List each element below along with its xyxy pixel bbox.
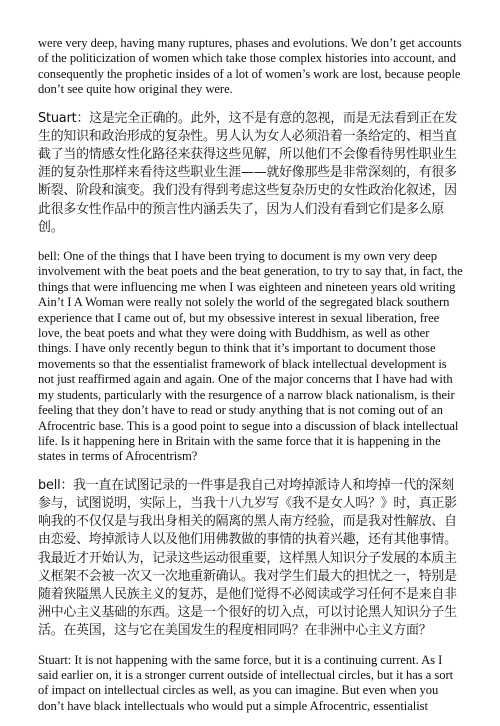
document-page [38,36,464,726]
paragraph-english-3: Stuart: It is not happening with the same force, but it is a continuing current. As I said earlier on, it is a stronger current outside of intellectual circles, but it has a sort of impact on intellectual circles as well, as you can imagine. But even when you don’t have black intellectuals who would put a simple Afrocentric, essentialist [38,652,454,713]
paragraph-chinese-2: bell：我一直在试图记录的一件事是我自己对垮掉派诗人和垮掉一代的深刻参与，试图说明，实际上，当我十八九岁写《我不是女人吗？》时，真正影响我的不仅仅是与我出身相关的隔离的黑人南方经验，而是我对性解放、自由恋爱、垮掉派诗人以及他们用佛教做的事情的执着兴趣，还有其他事情。我最近才开始认为，记录这些运动很重要，这样黑人知识分子发展的本质主义框架不会被一次又一次地重新确认。我对学生们最大的担忧之一，特别是随着狭隘黑人民族主义的复苏，是他们觉得不必阅读或学习任何不是来自非洲中心主义基础的东西。这是一个很好的切入点，可以讨论黑人知识分子生活。在英国，这与它在美国发生的程度相同吗？在非洲中心主义方面？ [38,477,457,639]
paragraph-english-2: bell: One of the things that I have been trying to document is my own very deep involvement with the beat poets and the beat generation, to try to say that, in fact, the things that were influencing me when I was eighteen and nineteen years old writing Ain’t I A Woman were really not solely the world of the segregated black southern experience that I came out of, but my obsessive interest in sexual liberation, free love, the beat poets and what they were doing with Buddhism, as well as other things. I have only recently begun to think that it’s important to document those movements so that the essentialist framework of black intellectual development is not just reaffirmed again and again. One of the major concerns that I have had with my students, particularly with the resurgence of a narrow black nationalism, is their feeling that they don’t have to read or study anything that is not coming out of an Afrocentric base. This is a good point to segue into a discussion of black intellectual life. Is it happening here in Britain with the same force that it is happening in the states in terms of Afrocentrism? [38,249,463,464]
paragraph-chinese-1: Stuart：这是完全正确的。此外，这不是有意的忽视，而是无法看到正在发生的知识和政治形成的复杂性。男人认为女人必须沿着一条给定的、相当直截了当的情感女性化路径来获得这些见解，所以他们不会像看待男性职业生涯的复杂性那样来看待这些职业生涯——就好像那些是非常深刻的，有很多断裂、阶段和演变。我们没有得到考虑这些复杂历史的女性政治化叙述，因此很多女性作品中的预言性内涵丢失了，因为人们没有看到它们是多么原创。 [38,110,458,235]
paragraph-english-1: were very deep, having many ruptures, phases and evolutions. We don’t get accounts of the politicization of women which take those complex histories into account, and consequently the prophetic insides of a lot of women’s work are lost, because people don’t see quite how original they were. [38,36,462,97]
